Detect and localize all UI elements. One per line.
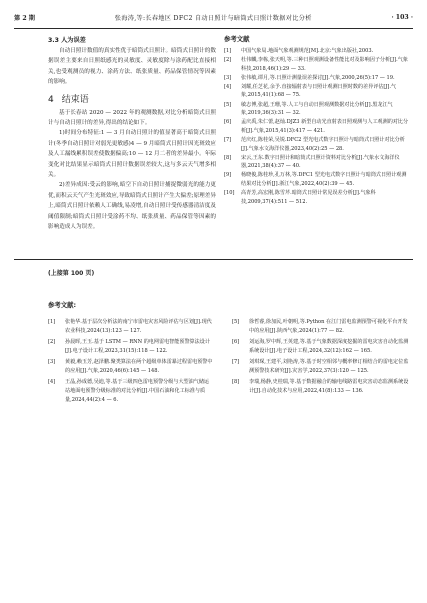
reference-text: 王晶,孙成德,吴迪,等.基于三级四色雷电预警分级与大型油气储运站地面电预警分级标准的对比分析[J].中国石油和化工标准与质量,2024,44(2):4 — 6. [65,379,210,403]
reference-number: [7] [224,136,232,143]
running-title: 张海涛,等:长春地区 DFC2 自动日照计与暗筒式日照计数据对比分析 [114,14,312,22]
reference-number: [10] [224,190,235,196]
reference-text: 黄毅,赖玉芳,赵泽鹏.聚类算法在两个超级单体雷暴过程雷电预警中的应用[J].气象,2020,46(6):145 — 148. [65,359,213,374]
reference-number: [8] [232,379,240,385]
reference-item [224,47,410,56]
continued-references-title: 参考文献: [48,301,77,309]
reference-number: [5] [224,101,232,108]
reference-text: 杨晓俊,陈桂珍,孔万林,等.DFC1 型光电式数字日照计与暗筒式日照计观测结果对比分析[J].浙江气象,2022,40(2):39 — 45. [241,172,407,187]
right-column-references [224,34,410,207]
reference-text: 刘运海,罗中辉,王英建,等.基于气象数据深度挖掘的雷电灾害自动化监测系统设计[J].电子设计工程,2024,32(12):162 — 165. [249,339,409,354]
reference-number: [8] [224,154,232,161]
page-number: · 103 · [391,13,413,21]
reference-text: 刘琪琛,王建平,刘艳涛,等.基于时空相邻与概率修订相结合的雷电定位监测预警技术研究[J].灾害学,2022,37(3):120 — 125. [249,359,409,374]
continued-references-right [232,318,412,398]
left-column [48,34,216,233]
reference-item [224,136,410,153]
reference-item [232,318,412,336]
reference-number: [9] [224,172,232,179]
reference-text: 高青芳,高宏刚,陈雪芹.暗筒式日照计常见误差分析[J].气象科技,2009,37(4):511 — 512. [241,190,376,205]
reference-text: 敏志博,张超,王珊,等.人工与自动日照观测数据对比分析[J].黑龙江气象,2019,36(3):31 — 32. [241,101,393,117]
reference-text: 中国气象局.地面气象观测规范[M].北京:气象出版社,2003. [241,48,374,54]
reference-number: [6] [232,339,240,345]
continued-references-left [48,318,213,407]
section-number: 4 [48,94,54,105]
reference-item [232,358,412,376]
reference-item [224,56,410,73]
reference-item [224,154,410,171]
reference-number: [4] [224,83,232,90]
reference-text: 张艳华.基于层次分析法的南宁市雷电灾害风险评估与区划[J].现代农业科技,2024(13):123 — 127. [65,319,212,334]
reference-item [232,378,412,396]
reference-text: 孙晨晖,王玉.基于 LSTM — RNN 的电网雷电智能预警算法设计[J].电子设计工程,2023,31(15):118 — 122. [65,339,210,354]
reference-number: [1] [224,48,232,54]
reference-number: [4] [48,379,56,385]
reference-text: 宋云,王东.数字日照计和暗筒式日照计资料对比分析[J].气象水文海洋仪器,2021,38(4):37 — 40. [241,154,400,170]
reference-item [232,338,412,356]
section-heading-conclusion [48,92,216,105]
reference-number: [7] [232,359,240,365]
section-divider [14,259,413,260]
reference-number: [2] [48,339,56,345]
reference-item [224,83,410,100]
issue-number: 第 2 期 [14,14,35,22]
reference-text: 李瑞,杨静,史桂瑞,等.基于数据融合的输电线路雷电灾害动态监测系统设计[J].自动化技术与应用,2022,41(8):133 — 136. [249,379,409,394]
running-header [14,6,413,29]
paragraph-conclusion-causes: 2)差异成因:受云的影响,暗空下自动日照计捕捉微弱光的能力更优,而积云天气产生光斑效应,导致暗筒式日照计产生大偏差;原理差异上,暗筒式日照计依赖人工确线,易凌增,自动日照计受传感器清洁度及阈值限制;暗筒式日照计受涂药不均、纸张质量、药品保管等因素的影响造成人为误差。 [48,182,216,231]
reference-number: [1] [48,319,56,325]
reference-text: 徐哲睿,徐加民,叶朝明,等.Python 在江门雷电监测预警可视化平台开发中的应用[J].陕西气象,2024(1):77 — 82. [249,319,408,334]
references-title: 参考文献 [224,35,250,43]
references-list [224,47,410,206]
reference-number: [3] [224,74,232,81]
reference-number: [2] [224,57,232,64]
reference-item [48,358,213,376]
reference-item [224,118,410,135]
reference-item [48,378,213,405]
paragraph-human-error: 自动日照计数值的真实性优于暗筒式日照计。暗筒式日照计的数据误差主要来自日照纸感光的灵敏度、灵敏度除与涂药配比直接相关,也受观测员的视力、涂药方法、纸张质量、药品保管情况等因素的影响。 [48,48,216,86]
reference-text: 孟庆禹,朱仁蕾,赵灿.DJZ3 新型自动光直射表日照观测与人工观测的对比分析[J].气象,2015,41(3):417 — 421. [241,119,409,134]
reference-text: 刘耀,任芝花,余予.直接辐射表与日照计观测日照时数的差异评估[J].气象,2015,41(1):68 — 75. [241,83,397,99]
paragraph-conclusion-intro: 基于长春站 2020 — 2022 年的观测数据,对比分析暗筒式日照计与自动日照计的差异,得出的结论如下。 [48,109,216,127]
reference-item [224,101,410,118]
subsection-heading-3-3: 3.3 人为误差 [48,37,86,44]
reference-number: [6] [224,119,232,126]
reference-item [224,74,410,83]
continuation-label: (上接第 100 页) [48,270,95,277]
reference-number: [5] [232,319,240,325]
reference-text: 张伟敏,谭月,等.日照计测量误差探讨[J].气象,2000,26(5):17 — 19. [241,74,395,81]
section-title: 结束语 [61,94,89,105]
reference-number: [3] [48,359,56,365]
reference-item [224,189,410,206]
reference-item [48,338,213,356]
reference-item [224,171,410,188]
reference-item [48,318,213,336]
paragraph-conclusion-time: 1)时间分布特征:1 — 3 月自动日照计的值显著高于暗筒式日照计(冬季自动日照计对弱光更敏感)4 — 9 月暗筒式日照计因光斑效应及人工漏线累积误差使数据偏高;10 — 12 月二者的差异最小。年际变化对比结果显示暗筒式日照计数据误差较大,这与多云天气增多相关。 [48,130,216,179]
reference-text: 范庆红,陈桂荣,吴锐.DFC2 型光电式数字日照计与暗筒式日照计对比分析[J].气象水文海洋仪器,2023,40(2):25 — 28. [241,136,405,152]
reference-text: 杜伟麟,李栋,张天明,等.三种日照观测设备性能比对及影响因子分析[J].气象科技,2018,46(1):29 — 33. [241,57,408,72]
